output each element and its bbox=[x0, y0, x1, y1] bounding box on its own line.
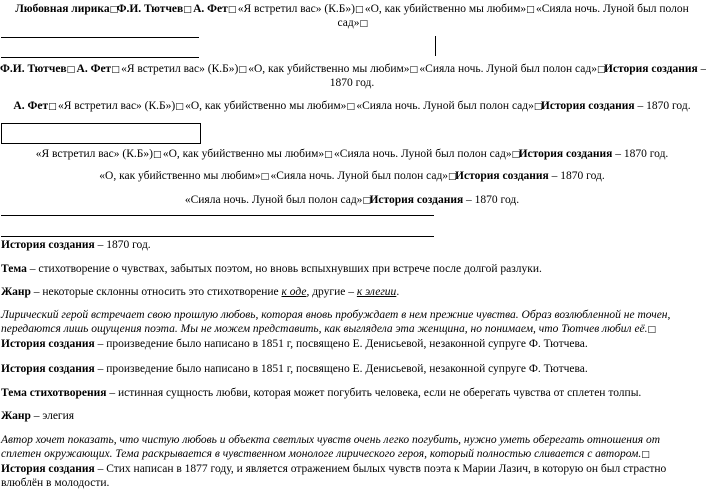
genre-line bbox=[1, 285, 399, 299]
row4-poem-3: «Сияла ночь. Луной был полон сад» bbox=[331, 148, 512, 160]
row-2 bbox=[0, 62, 704, 77]
arrow-icon: □ bbox=[66, 65, 76, 75]
row2-year: 1870 год. bbox=[329, 77, 375, 89]
tema-text: – стихотворение о чувствах, забытых поэтом, но вновь вспыхнувших при встрече после долгой разлуки. bbox=[26, 263, 542, 275]
arrow-icon: □ bbox=[596, 65, 606, 75]
arrow-icon: □ bbox=[238, 65, 247, 75]
paragraph-2-italic: Автор хочет показать, что чистую любовь и объекта светлых чувств очень легко погубить, нужно уметь оберегать отношения от сплетен окружающих. Тема раскрывается в чувственном монологе лирического героя, который полностью сливается с автором. bbox=[1, 434, 661, 460]
row7-year: – 1870 год. bbox=[94, 239, 151, 251]
arrow-icon: □ bbox=[511, 150, 521, 160]
header-title: Любовная лирика bbox=[15, 3, 110, 15]
row2-tutchev: Ф.И. Тютчев bbox=[0, 63, 67, 75]
genre-2-label: Жанр bbox=[1, 410, 31, 422]
row3-poem-3: «Сияла ночь. Луной был полон сад» bbox=[353, 100, 534, 112]
paragraph-1 bbox=[1, 308, 691, 351]
arrow-icon: □ bbox=[354, 5, 364, 15]
row6-history-label: История создания bbox=[369, 194, 464, 206]
row4-year: – 1870 год. bbox=[612, 148, 669, 160]
row-2b bbox=[0, 76, 704, 90]
row2-poem-2: «О, как убийственно мы любим» bbox=[245, 63, 410, 75]
genre-mid: , другие – bbox=[306, 286, 357, 298]
row7-history-label: История создания bbox=[1, 239, 95, 251]
arrow-icon: □ bbox=[448, 172, 457, 182]
genre-text: – некоторые склонны относить это стихотворение bbox=[30, 286, 282, 298]
arrow-icon: □ bbox=[647, 325, 657, 335]
arrow-icon: □ bbox=[109, 5, 119, 15]
header-line-1 bbox=[0, 2, 704, 17]
divider bbox=[1, 236, 434, 237]
row5-history-label: История создания bbox=[455, 170, 549, 182]
arrow-icon: □ bbox=[362, 196, 371, 206]
arrow-icon: □ bbox=[111, 65, 120, 75]
genre-elegy: к элегии bbox=[356, 286, 397, 298]
arrow-icon: □ bbox=[48, 102, 57, 112]
genre-end: . bbox=[396, 286, 400, 298]
history-label: История создания bbox=[1, 363, 95, 375]
row3-fet: А. Фет bbox=[13, 100, 49, 112]
genre-2-text: – элегия bbox=[30, 410, 75, 422]
row3-history-label: История создания bbox=[540, 100, 635, 112]
arrow-icon: □ bbox=[641, 450, 650, 460]
paragraph-1-italic: Лирический герой встречает свою прошлую любовь, которая вновь пробуждает в нем прежние чувства. Образ возлюбленной не точен, передаются лишь ощущения поэта. Мы не можем представить, как выглядела эта женщина, но понимаем, что Тютчев любил её. bbox=[1, 309, 671, 335]
paragraph-1-history-label: История создания bbox=[1, 338, 95, 350]
arrow-icon: □ bbox=[346, 102, 355, 112]
row5-poem-2: «О, как убийственно мы любим» bbox=[99, 170, 261, 182]
arrow-icon: □ bbox=[175, 102, 184, 112]
row5-year: – 1870 год. bbox=[548, 170, 605, 182]
row2-dash: – bbox=[697, 63, 706, 75]
genre-label: Жанр bbox=[1, 286, 31, 298]
history-line bbox=[1, 362, 588, 376]
theme-poem-label: Тема стихотворения bbox=[1, 387, 107, 399]
header-fet: А. Фет bbox=[190, 3, 228, 15]
row2-history-label: История создания bbox=[603, 63, 698, 75]
arrow-icon: □ bbox=[227, 5, 237, 15]
theme-poem-line bbox=[1, 386, 641, 400]
paragraph-1-rest: – произведение было написано в 1851 г, посвящено Е. Денисьевой, незаконной супруге Ф. Тютчева. bbox=[94, 338, 588, 350]
header-poem-2: «О, как убийственно мы любим» bbox=[361, 3, 527, 15]
row3-poem-2: «О, как убийственно мы любим» bbox=[182, 100, 347, 112]
paragraph-2-rest: – Стих написан в 1877 году, и является отражением былых чувств поэта к Марии Лазич, в которую он был страстно влюблён в молодости. bbox=[1, 463, 667, 489]
row4-poem-1: «Я встретил вас» (К.Б») bbox=[35, 148, 153, 160]
row4-poem-2: «О, как убийственно мы любим» bbox=[159, 148, 325, 160]
row-3 bbox=[0, 99, 704, 114]
arrow-icon: □ bbox=[359, 19, 368, 29]
row4-history-label: История создания bbox=[518, 148, 613, 160]
row-5 bbox=[0, 169, 704, 184]
row-7 bbox=[1, 238, 151, 252]
genre-ode: к оде bbox=[281, 286, 307, 298]
header-poem-3-end: сад» bbox=[337, 17, 360, 29]
row2-poem-3: «Сияла ночь. Луной был полон сад» bbox=[416, 63, 597, 75]
row3-poem-1: «Я встретил вас» (К.Б») bbox=[55, 100, 176, 112]
arrow-icon: □ bbox=[183, 5, 192, 15]
header-poem-1: «Я встретил вас» (К.Б») bbox=[234, 3, 355, 15]
row5-poem-3: «Сияла ночь. Луной был полон сад» bbox=[267, 170, 449, 182]
arrow-icon: □ bbox=[324, 150, 333, 160]
divider bbox=[1, 215, 434, 216]
empty-frame bbox=[1, 123, 201, 144]
divider bbox=[1, 37, 199, 38]
row-6 bbox=[0, 193, 704, 208]
genre-line-2 bbox=[1, 409, 74, 423]
paragraph-2 bbox=[1, 433, 691, 490]
row2-fet: А. Фет bbox=[73, 63, 112, 75]
divider bbox=[1, 57, 199, 58]
arrow-icon: □ bbox=[409, 65, 419, 75]
row3-year: – 1870 год. bbox=[634, 100, 691, 112]
row6-year: – 1870 год. bbox=[463, 194, 520, 206]
divider bbox=[435, 36, 436, 56]
arrow-icon: □ bbox=[533, 102, 543, 112]
tema-line bbox=[1, 262, 542, 276]
history-text: – произведение было написано в 1851 г, посвящено Е. Денисьевой, незаконной супруге Ф. Тютчева. bbox=[94, 363, 588, 375]
row6-poem-3: «Сияла ночь. Луной был полон сад» bbox=[184, 194, 363, 206]
header-line-1b bbox=[0, 16, 704, 31]
arrow-icon: □ bbox=[526, 5, 535, 15]
arrow-icon: □ bbox=[152, 150, 162, 160]
row2-poem-1: «Я встретил вас» (К.Б») bbox=[118, 63, 239, 75]
row-4 bbox=[0, 147, 704, 162]
theme-poem-text: – истинная сущность любви, которая может погубить человека, если не оберегать чувства от сплетен толпы. bbox=[106, 387, 642, 399]
header-tutchev: Ф.И. Тютчев bbox=[116, 3, 184, 15]
paragraph-2-history-label: История создания bbox=[1, 463, 95, 475]
tema-label: Тема bbox=[1, 263, 27, 275]
arrow-icon: □ bbox=[260, 172, 270, 182]
header-poem-3: «Сияла ночь. Луной был полон bbox=[533, 3, 689, 15]
